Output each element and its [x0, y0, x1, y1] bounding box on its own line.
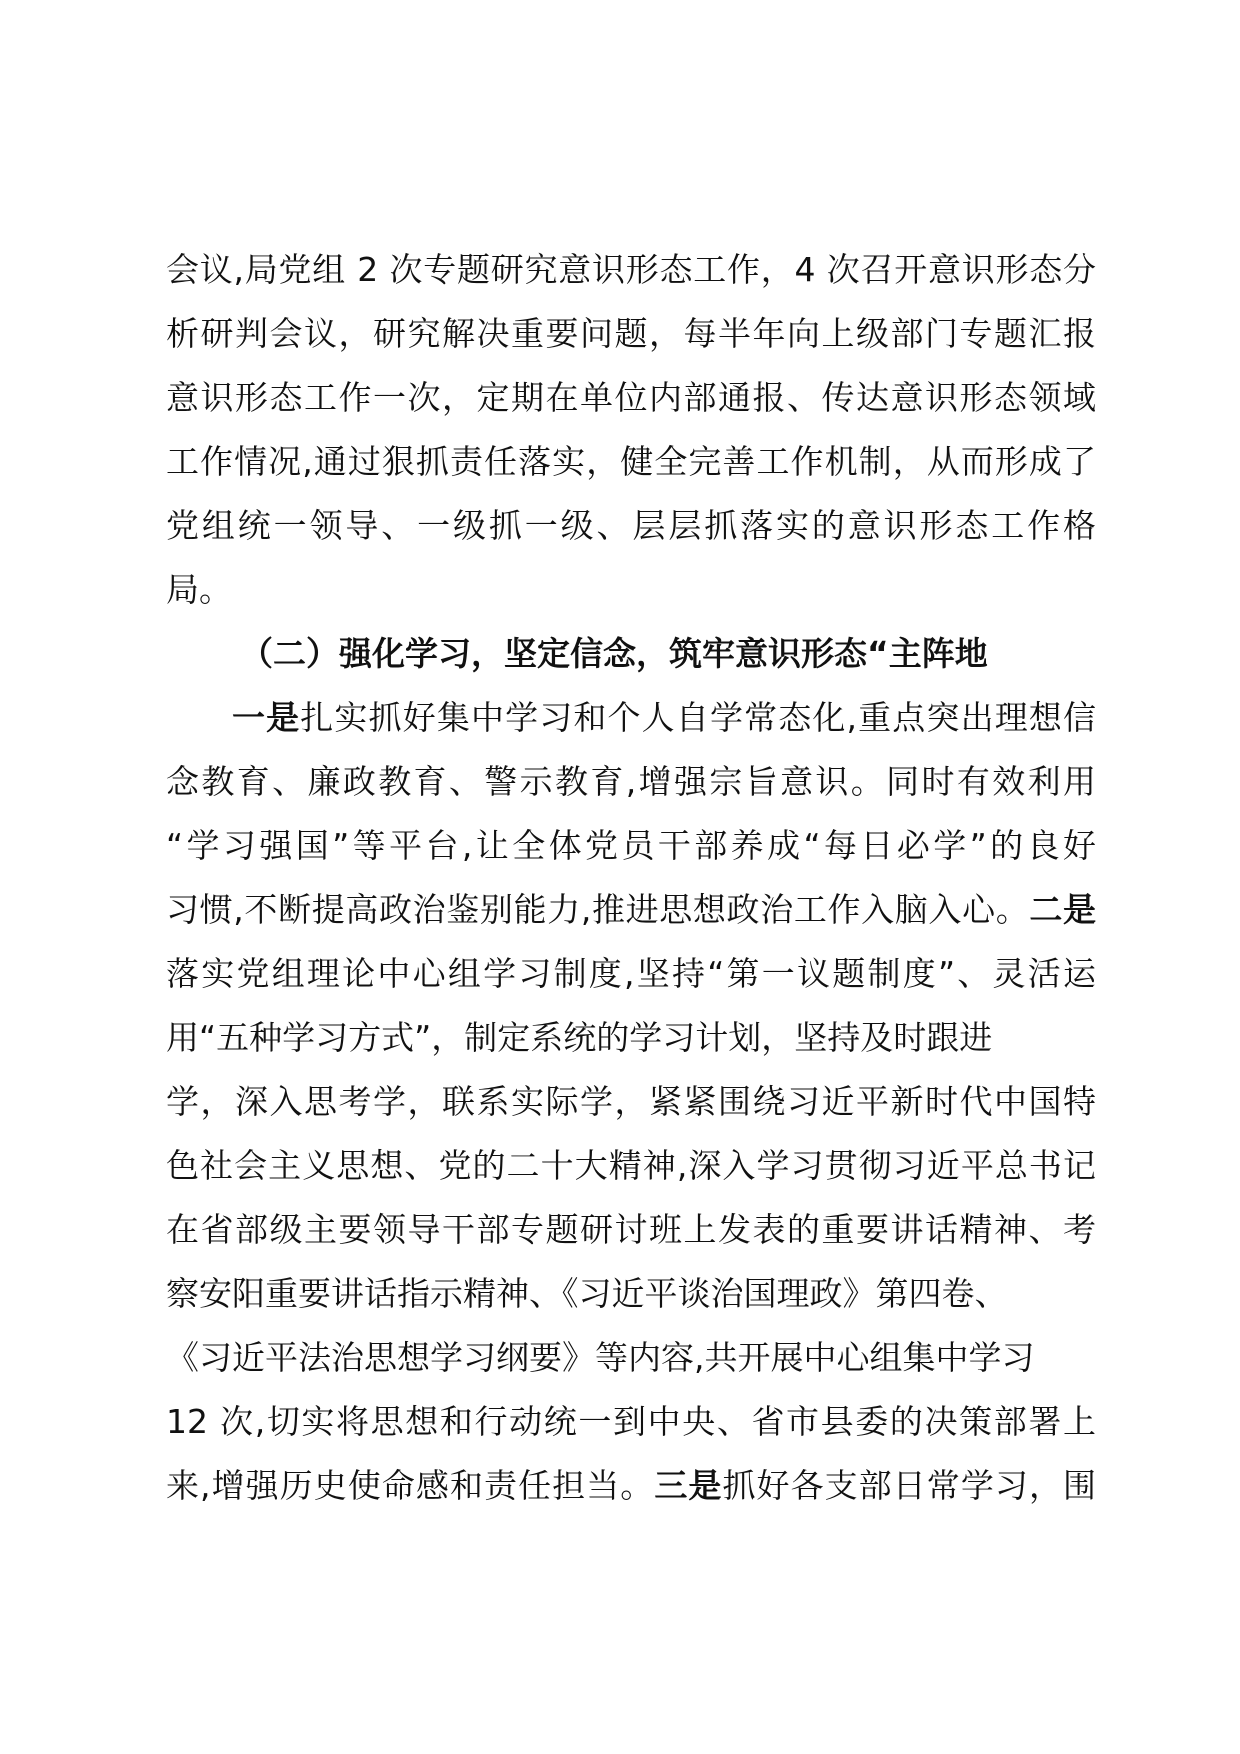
para2-line-6: 用“五种学习方式”，制定系统的学习计划，坚持及时跟进 [166, 1018, 993, 1057]
body-line-6: 局。 [166, 570, 232, 609]
para2-line-7: 学，深入思考学，联系实际学，紧紧围绕习近平新时代中国特 [166, 1082, 1096, 1121]
keyword-second: 二是 [1029, 890, 1096, 929]
para2-line-3: “学习强国”等平台,让全体党员干部养成“每日必学”的良好 [166, 826, 1096, 865]
document-page [166, 238, 1096, 1518]
para2-line-12: 12 次,切实将思想和行动统一到中央、省市县委的决策部署上 [166, 1402, 1096, 1441]
body-line-1: 会议,局党组 2 次专题研究意识形态工作，4 次召开意识形态分 [166, 250, 1096, 289]
para2-line-1-text: 扎实抓好集中学习和个人自学常态化,重点突出理想信 [300, 698, 1096, 737]
para2-line-4 [166, 878, 1096, 942]
section-heading: （二）强化学习，坚定信念，筑牢意识形态“主阵地 [240, 634, 988, 673]
para2-line-11: 《习近平法治思想学习纲要》等内容,共开展中心组集中学习 [166, 1338, 1035, 1377]
para2-line-13 [166, 1454, 1096, 1518]
body-line-4: 工作情况,通过狠抓责任落实，健全完善工作机制，从而形成了 [166, 442, 1096, 481]
para2-line-13-tail: 抓好各支部日常学习，围 [722, 1466, 1096, 1505]
keyword-first: 一是 [232, 698, 301, 737]
body-line-3: 意识形态工作一次，定期在单位内部通报、传达意识形态领域 [166, 378, 1096, 417]
para2-line-1 [166, 686, 1096, 750]
para2-line-9: 在省部级主要领导干部专题研讨班上发表的重要讲话精神、考 [166, 1210, 1096, 1249]
keyword-third: 三是 [654, 1466, 723, 1505]
para2-line-4-text: 习惯,不断提高政治鉴别能力,推进思想政治工作入脑入心。 [166, 890, 1030, 929]
para2-line-8: 色社会主义思想、党的二十大精神,深入学习贯彻习近平总书记 [166, 1146, 1096, 1185]
body-line-5: 党组统一领导、一级抓一级、层层抓落实的意识形态工作格 [166, 506, 1096, 545]
para2-line-13-text: 来,增强历史使命感和责任担当。 [166, 1466, 655, 1505]
para2-line-2: 念教育、廉政教育、警示教育,增强宗旨意识。同时有效利用 [166, 762, 1096, 801]
body-line-2: 析研判会议，研究解决重要问题，每半年向上级部门专题汇报 [166, 314, 1096, 353]
para2-line-5: 落实党组理论中心组学习制度,坚持“第一议题制度”、灵活运 [166, 954, 1096, 993]
para2-line-10: 察安阳重要讲话指示精神、《习近平谈治国理政》第四卷、 [166, 1274, 1008, 1313]
